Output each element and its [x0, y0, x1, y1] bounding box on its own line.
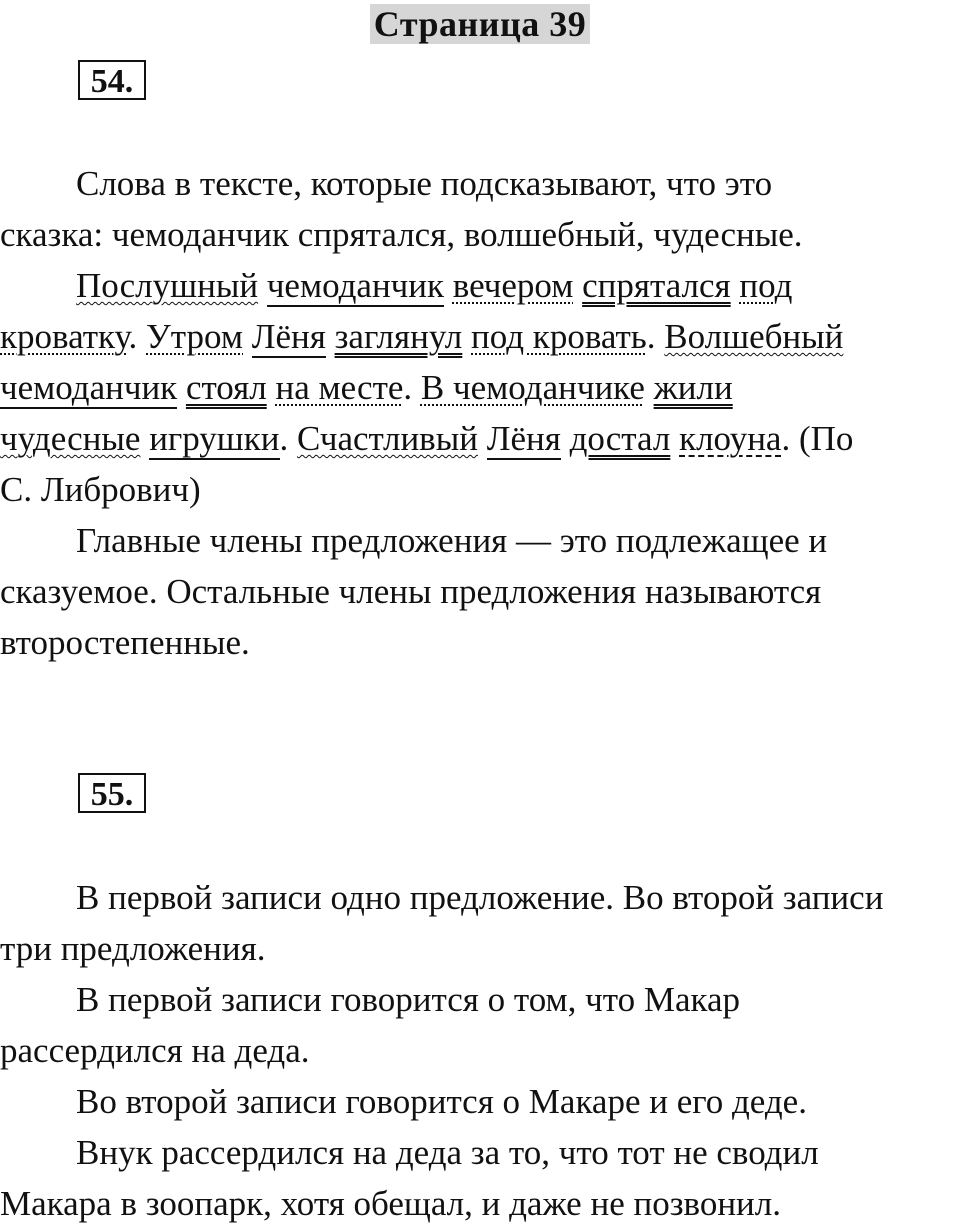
paragraph-line: сказка: чемоданчик спрятался, волшебный, чудесные. — [0, 215, 803, 254]
task-number-55: 55. — [78, 773, 146, 813]
paragraph-line: сказуемое. Остальные члены предложения называются — [0, 572, 822, 611]
paragraph-line: Главные члены предложения — это подлежащее и — [76, 521, 828, 560]
word-definition: Волшебный — [664, 317, 844, 356]
task-number-54: 54. — [78, 60, 146, 100]
paragraph-line: второстепенные. — [0, 623, 250, 662]
word-adverbial: В чемоданчике — [420, 368, 645, 407]
word-predicate: спрятался — [582, 266, 731, 305]
word-predicate: заглянул — [334, 317, 463, 356]
word-definition: чудесные — [0, 419, 141, 458]
paragraph-line: В первой записи одно предложение. Во второй записи — [76, 878, 884, 917]
analyzed-line-2: кроватку. Утром Лёня заглянул под кровать. Волшебный — [0, 317, 844, 356]
word-subject: чемоданчик — [266, 266, 445, 305]
source-note: С. Либрович) — [0, 470, 201, 509]
word-subject: игрушки — [149, 419, 280, 458]
paragraph-line: Макара в зоопарк, хотя обещал, и даже не позвонил. — [0, 1184, 782, 1223]
word-adverbial: кроватку — [0, 317, 129, 356]
paragraph-line: три предложения. — [0, 929, 266, 968]
paragraph-line: В первой записи говорится о том, что Макар — [76, 980, 741, 1019]
task-55-answer — [0, 872, 960, 1229]
paragraph-line: Внук рассердился на деда за то, что тот не сводил — [76, 1133, 819, 1172]
word-predicate: достал — [569, 419, 671, 458]
word-subject: чемоданчик — [0, 368, 178, 407]
source-note: . (По — [781, 419, 854, 458]
word-definition: Счастливый — [297, 419, 478, 458]
word-subject: Лёня — [486, 419, 561, 458]
analyzed-line-5 — [0, 464, 960, 515]
word-adverbial: под кровать — [471, 317, 647, 356]
word-adverbial: под — [739, 266, 793, 305]
word-object: клоуна — [679, 419, 782, 458]
paragraph-line: Во второй записи говорится о Макаре и его деде. — [76, 1082, 807, 1121]
word-adverbial: Утром — [146, 317, 243, 356]
analyzed-line-3: чемоданчик стоял на месте. В чемоданчике жили — [0, 368, 733, 407]
word-adverbial: на месте — [275, 368, 404, 407]
paragraph-line: рассердился на деда. — [0, 1031, 310, 1070]
paragraph-line: Слова в тексте, которые подсказывают, что это — [76, 164, 773, 203]
word-definition: Послушный — [76, 266, 259, 305]
analyzed-text — [0, 260, 960, 515]
word-predicate: стоял — [185, 368, 267, 407]
page-title: Страница 39 — [370, 4, 590, 44]
word-predicate: жили — [653, 368, 733, 407]
word-adverbial: вечером — [452, 266, 574, 305]
task-54-answer — [0, 158, 960, 668]
analyzed-line-4: чудесные игрушки. Счастливый Лёня достал клоуна. (По — [0, 419, 854, 458]
word-subject: Лёня — [251, 317, 326, 356]
analyzed-line-1 — [0, 260, 960, 311]
